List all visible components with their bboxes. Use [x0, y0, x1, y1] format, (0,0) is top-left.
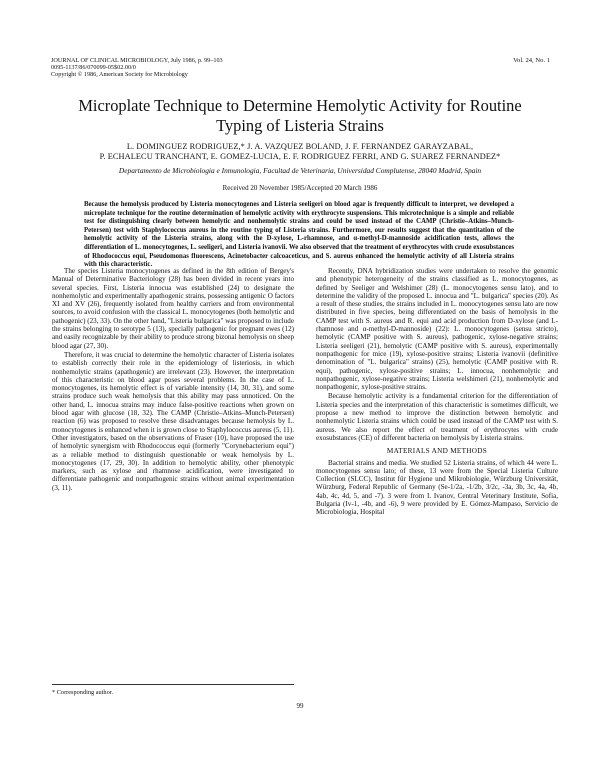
journal-volume: Vol. 24, No. 1 [513, 57, 550, 64]
paper-title [40, 96, 560, 136]
right-column [316, 267, 558, 517]
author-list [40, 142, 560, 163]
left-column [52, 267, 294, 492]
abstract: Because the hemolysis produced by Listeria monocytogenes and Listeria seeligeri on blood agar is frequently difficult to interpret, we developed a microplate technique for the routine determination of hemolytic activity with erythrocyte suspensions. This microtechnique is a simple and reliable test for distinguishing clearly between hemolytic and nonhemolytic strains and could be used instead of the CAMP (Christie–Atkins–Munch-Petersen) test with Staphylococcus aureus in the routine typing of Listeria strains. Furthermore, our results suggest that the quantitation of the hemolytic activity of the Listeria strains, along with the D-xylose, L-rhamnose, and α-methyl-D-mannoside acidification tests, allows the differentiation of L. monocytogenes, L. seeligeri, and Listeria ivanovii. We also observed that the treatment of erythrocytes with crude exosubstances of Rhodococcus equi, Pseudomonas fluorescens, Acinetobacter calcoaceticus, and S. aureus enhanced the hemolytic activity of all Listeria strains with this characteristic. [84, 201, 514, 269]
affiliation: Departamento de Microbiologia e Inmunologia, Facultad de Veterinaria, Universidad Complutense, 28040 Madrid, Spain [118, 166, 482, 175]
footnote: * Corresponding author. [52, 684, 294, 696]
paper-title-line-1: Microplate Technique to Determine Hemolytic Activity for Routine [78, 96, 522, 115]
section-heading-methods: MATERIALS AND METHODS [386, 447, 488, 456]
journal-citation: JOURNAL OF CLINICAL MICROBIOLOGY, July 1986, p. 99–103 [51, 57, 223, 64]
author-line-2: P. ECHALECU TRANCHANT, E. GOMEZ-LUCIA, E. F. RODRIGUEZ FERRI, AND G. SUAREZ FERNANDEZ* [99, 152, 501, 162]
received-date: Received 20 November 1985/Accepted 20 March 1986 [222, 184, 378, 192]
page-number: 99 [296, 702, 304, 710]
intro-paragraph-4: Because hemolytic activity is a fundamental criterion for the differentiation of Listeria species and the interpretation of this characteristic is sometimes difficult, we propose a new method to improve the distinction between hemolytic and nonhemolytic Listeria strains which could be used instead of the CAMP test with S. aureus. We also report the effect of treatment of erythrocytes with crude exosubstances (CE) of different bacteria on hemolysis by Listeria strains. [316, 392, 558, 442]
intro-paragraph-1: The species Listeria monocytogenes as defined in the 8th edition of Bergey's Manual of Determinative Bacteriology (28) has been divided in recent years into several species. First, Listeria innocua was established (24) to designate the nonhemolytic and experimentally apathogenic strains, possessing antigenic O factors XI and XV (26), frequently isolated from healthy carriers and from environmental sources, to avoid confusion with the classical L. monocytogenes (both hemolytic and pathogenic) (23, 33). On the other hand, "Listeria bulgarica" was proposed to include the strains belonging to serotype 5 (13), specially pathogenic for pregnant ewes (12) and easily recognizable by their ability to produce strong bizonal hemolysis on sheep blood agar (27, 30). [52, 267, 294, 350]
journal-issn: 0095-1137/86/070099-05$02.00/0 [51, 64, 136, 72]
paper-title-line-2: Typing of Listeria Strains [216, 116, 384, 135]
journal-copyright: Copyright © 1986, American Society for Microbiology [51, 71, 188, 79]
intro-paragraph-3: Recently, DNA hybridization studies were undertaken to resolve the genomic and phenotypic heterogeneity of the strains classified as L. monocytogenes, as defined by Seeliger and Welshimer (28) (L. monocytogenes sensu lato), and to determine the validity of the proposed L. innocua and "L. bulgarica" species (20). As a result of these studies, the strains included in L. monocytogenes sensu lato are now distributed in five species, being differentiated on the basis of hemolysis in the CAMP test with S. aureus and R. equi and acid production from D-xylose (and L-rhamnose and α-methyl-D-mannoside) (22): L. monocytogenes (sensu stricto), hemolytic (CAMP positive with S. aureus), pathogenic, xylose-negative strains; Listeria seeligeri (21), hemolytic (CAMP positive with S. aureus), experimentally nonpathogenic for mice (19), xylose-positive strains; Listeria ivanovii (definitive denomination of "L. bulgarica" strains) (25), hemolytic (CAMP positive with R. equi), pathogenic, xylose-positive strains; L. innocua, nonhemolytic and nonpathogenic, xylose-negative strains; Listeria welshimeri (21), nonhemolytic and nonpathogenic, xylose-positive strains. [316, 267, 558, 392]
intro-paragraph-2: Therefore, it was crucial to determine the hemolytic character of Listeria isolates to establish correctly their role in the epidemiology of listeriosis, in which nonhemolytic strains (apathogenic) are irrelevant (23). However, the interpretation of this characteristic on blood agar poses several problems. In the case of L. monocytogenes, its hemolytic effect is of variable intensity (14, 30, 31), and some strains produce such weak hemolysis that this ability may pass unnoticed. On the other hand, L. innocua strains may induce false-positive reactions when grown on blood agar with glucose (18, 32). The CAMP (Christie–Atkins–Munch-Petersen) reaction (6) was proposed to resolve these disadvantages because hemolysis by L. monocytogenes is enhanced when it is grown close to Staphylococcus aureus (5, 11). Other investigators, based on the observations of Fraser (10), have proposed the use of hemolytic synergism with Rhodococcus equi (formerly "Corynebacterium equi") as a reliable method to distinguish questionable or weak hemolysis by L. monocytogenes (17, 29, 30). In addition to hemolytic ability, other phenotypic markers, such as xylose and rhamnose acidification, were investigated to differentiate pathogenic and nonpathogenic strains without animal experimentation (3, 11). [52, 350, 294, 492]
author-line-1: L. DOMINGUEZ RODRIGUEZ,* J. A. VAZQUEZ BOLAND, J. F. FERNANDEZ GARAYZABAL, [126, 142, 474, 151]
journal-header [51, 57, 223, 79]
methods-paragraph-1: Bacterial strains and media. We studied 52 Listeria strains, of which 44 were L. monocytogenes sensu lato; of these, 13 were from the Special Listeria Culture Collection (SLCC), Institut für Hygiene und Mikrobiologie, Würzburg Universität, Würzburg, Federal Republic of Germany (Se-1/2a, -1/2b, 3/2c, -3a, 3b, 3c, 4a, 4b, 4ab, 4c, 4d, 5, and -7). 3 were from I. Ivanov, Central Veterinary Institute, Sofia, Bulgaria (Iv-1, -4b, and -6), 9 were provided by E. Gómez-Mampaso, Servicio de Microbiologia, Hospital [316, 458, 558, 517]
